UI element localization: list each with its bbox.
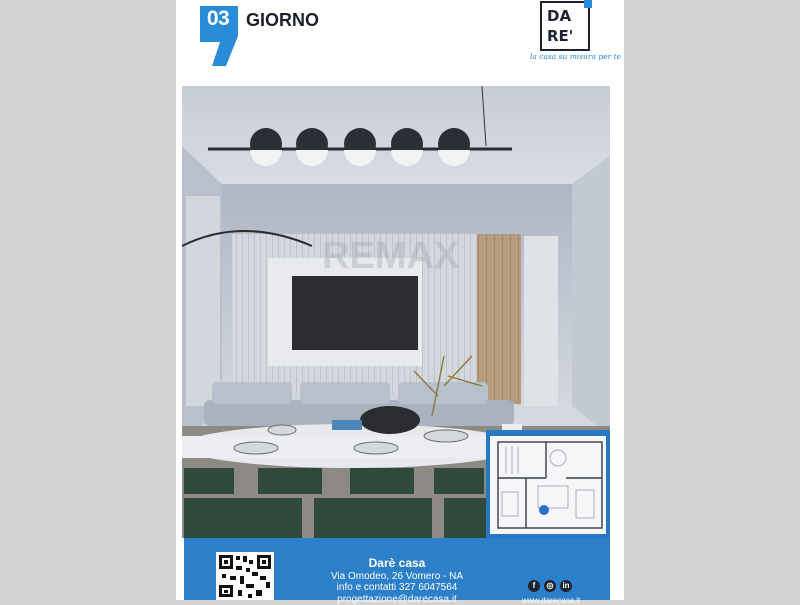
company-email[interactable]: progettazione@darecasa.it (337, 594, 457, 605)
instagram-icon[interactable]: ◎ (544, 580, 556, 592)
company-address: Via Omodeo, 26 Vomero - NA (330, 571, 464, 582)
logo-accent-square (584, 0, 592, 8)
company-name: Darè casa (368, 556, 426, 570)
logo-text-line1: DA (547, 7, 572, 25)
logo-tagline: la casa su misura per te (530, 52, 621, 61)
section-number: 03 (206, 7, 230, 30)
watermark-text: REMAX (322, 235, 460, 277)
contact-footer (184, 538, 610, 605)
floor-plan (486, 430, 610, 538)
company-website[interactable]: www.darecasa.it (522, 596, 581, 605)
logo-text-line2: RE' (547, 27, 574, 45)
dare-logo (540, 1, 590, 51)
brochure-page (176, 0, 624, 605)
section-title: GIORNO (246, 10, 320, 30)
linkedin-icon[interactable]: in (560, 580, 572, 592)
company-contacts: info e contatti 327 6047564 (336, 582, 458, 593)
facebook-icon[interactable]: f (528, 580, 540, 592)
